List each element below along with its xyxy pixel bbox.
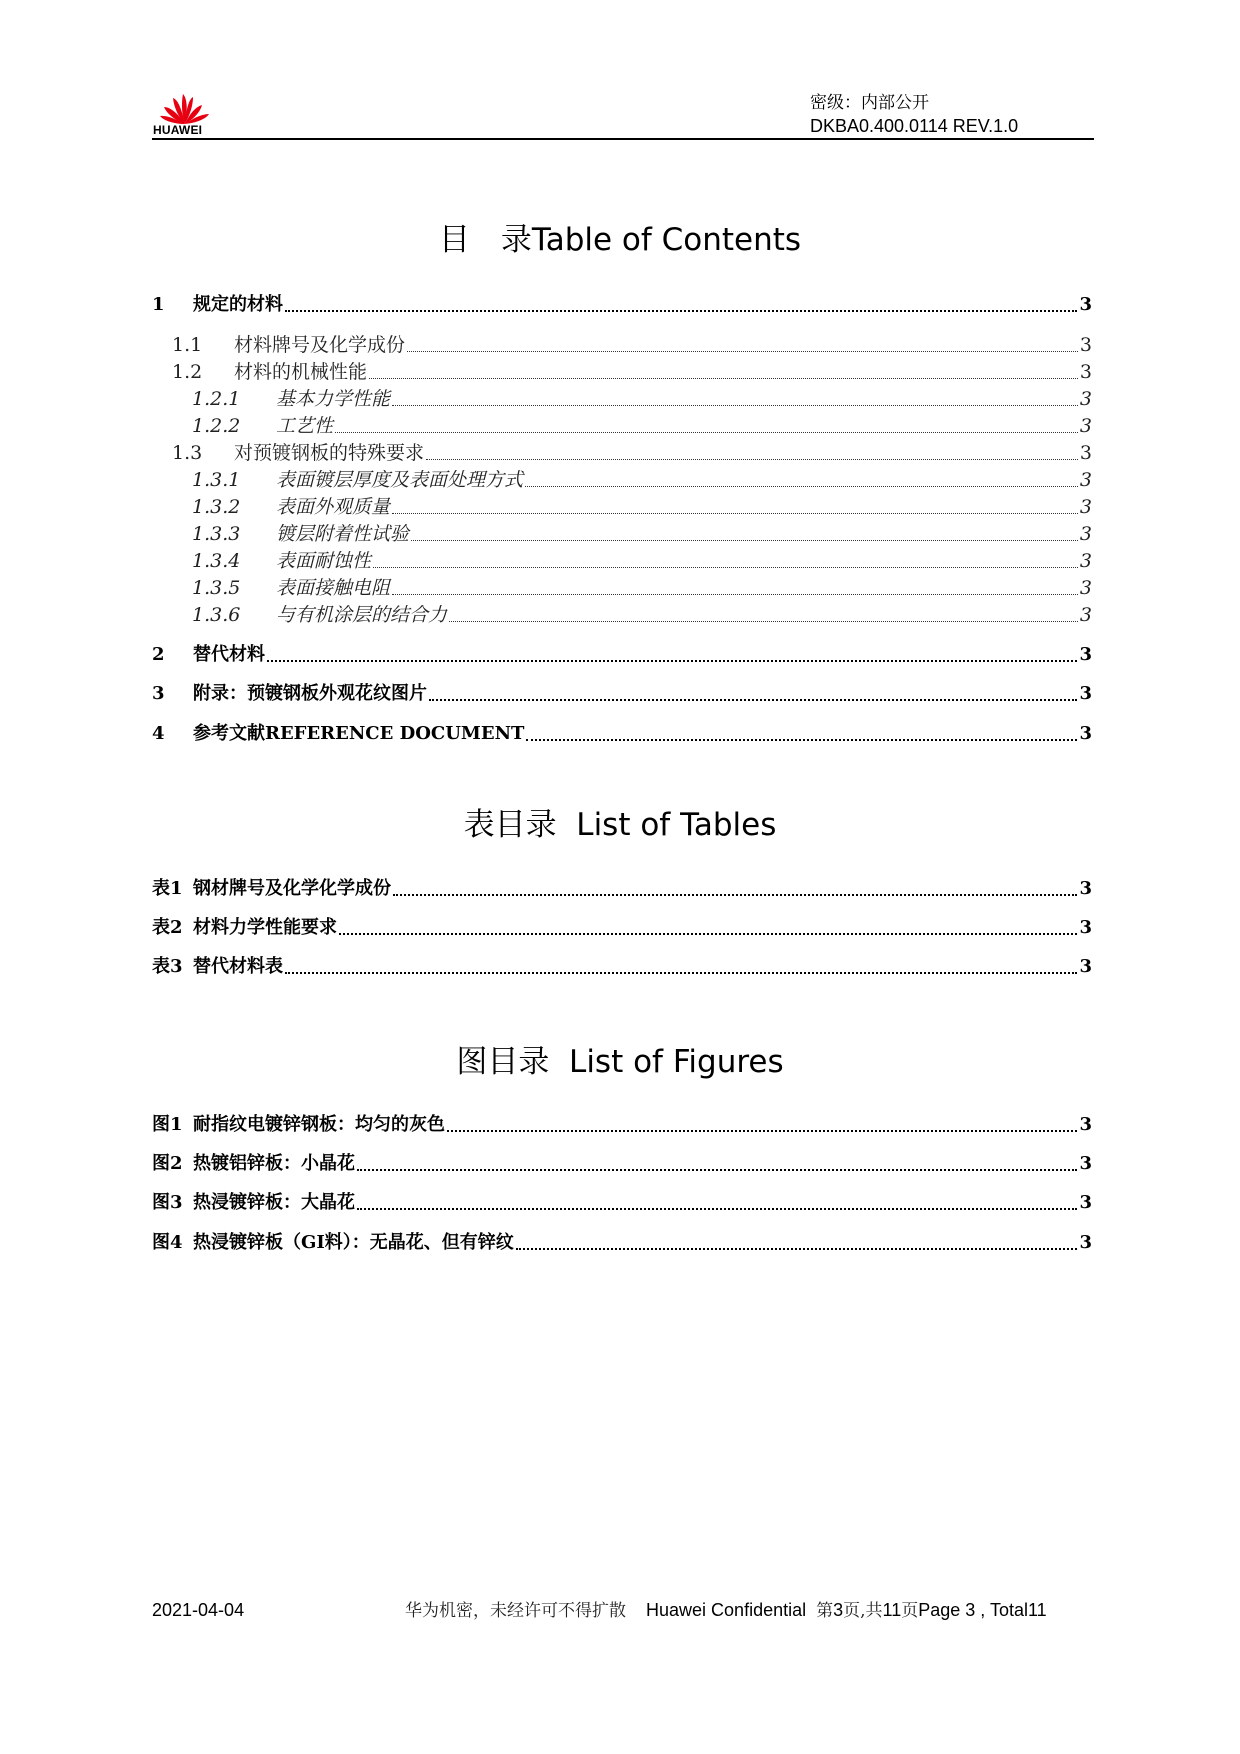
toc-entry-title: 替代材料 (193, 644, 265, 665)
logo-wordmark: HUAWEI (153, 123, 203, 137)
figure-page: 3 (1079, 1153, 1092, 1174)
toc-entry-page: 3 (1079, 523, 1092, 545)
page-header (152, 78, 1094, 140)
toc-entry-number: 1.2 (172, 361, 203, 383)
toc-entry-number: 1.3.2 (192, 496, 241, 518)
confidential-en: Huawei Confidential (646, 1600, 807, 1620)
toc-entry-title: 对预镀钢板的特殊要求 (234, 442, 425, 464)
toc-entry-number: 1.2.2 (192, 415, 241, 437)
toc-entry[interactable] (152, 292, 1092, 318)
toc-entry-title: 工艺性 (276, 415, 334, 437)
page-cn-middle: 页,共 (843, 1601, 883, 1621)
toc-entry-number: 1.3.1 (192, 469, 241, 491)
classification-label: 密级：内部公开 (810, 93, 929, 113)
dot-leader (407, 331, 1078, 352)
tables-list-title: 表目录 List of Tables (463, 807, 777, 843)
toc-entry[interactable] (152, 332, 1092, 358)
toc-entry-page: 3 (1079, 415, 1092, 437)
dot-leader (339, 913, 1077, 935)
table-list-entry[interactable] (152, 915, 1092, 941)
figure-caption: 热浸镀锌板：大晶花 (193, 1192, 355, 1213)
toc-entry-number: 1.2.1 (192, 388, 241, 410)
table-list-entry[interactable] (152, 954, 1092, 980)
footer-date: 2021-04-04 (152, 1600, 245, 1620)
toc-entry-page: 3 (1079, 683, 1092, 704)
page-en: Page 3 , Total11 (918, 1600, 1047, 1620)
toc-entry-title: 材料牌号及化学成份 (234, 334, 406, 356)
toc-entry[interactable] (152, 413, 1092, 439)
figure-page: 3 (1079, 1192, 1092, 1213)
table-list-entry[interactable] (152, 876, 1092, 902)
toc-entry-number: 1.1 (172, 334, 203, 356)
toc-entry-number: 2 (152, 644, 165, 665)
dot-leader (525, 466, 1078, 487)
figure-number: 图3 (152, 1192, 183, 1213)
dot-leader (429, 679, 1077, 701)
toc-entry-title: 附录：预镀钢板外观花纹图片 (193, 683, 427, 704)
table-page: 3 (1079, 956, 1092, 977)
toc-entry[interactable] (152, 467, 1092, 493)
table-page: 3 (1079, 917, 1092, 938)
dot-leader (516, 1228, 1078, 1250)
toc-entry-number: 1.3.6 (192, 604, 241, 626)
toc-entry-number: 1.3 (172, 442, 203, 464)
total-pages: 11 (882, 1600, 902, 1620)
toc-entry-page: 3 (1079, 294, 1092, 315)
toc-entry-title: 材料的机械性能 (234, 361, 368, 383)
toc-entry[interactable] (152, 521, 1092, 547)
dot-leader (267, 640, 1077, 662)
table-page: 3 (1079, 878, 1092, 899)
toc-entry-title: 表面外观质量 (276, 496, 391, 518)
table-caption: 钢材牌号及化学化学成份 (193, 878, 391, 899)
dot-leader (392, 385, 1078, 406)
toc-entry[interactable] (152, 386, 1092, 412)
table-caption: 替代材料表 (193, 956, 283, 977)
page-cn-prefix: 第 (816, 1601, 834, 1621)
toc-entry-page: 3 (1079, 644, 1092, 665)
figure-page: 3 (1079, 1232, 1092, 1253)
footer-confidential (405, 1597, 1047, 1624)
figure-number: 图1 (152, 1114, 183, 1135)
toc-title: 目 录Table of Contents (438, 222, 802, 258)
toc-entry-page: 3 (1079, 604, 1092, 626)
toc-entry-page: 3 (1079, 550, 1092, 572)
figure-caption: 热镀铝锌板：小晶花 (193, 1153, 355, 1174)
toc-entry-number: 4 (152, 723, 165, 744)
toc-entry-number: 1 (152, 294, 165, 315)
figure-list-entry[interactable] (152, 1190, 1092, 1216)
document-number: DKBA0.400.0114 REV.1.0 (810, 116, 1019, 136)
figure-page: 3 (1079, 1114, 1092, 1135)
toc-entry-number: 1.3.4 (192, 550, 241, 572)
toc-entry-page: 3 (1079, 496, 1092, 518)
dot-leader (357, 1149, 1077, 1171)
figure-list-entry[interactable] (152, 1230, 1092, 1256)
dot-leader (526, 719, 1077, 741)
page-number: 3 (833, 1600, 844, 1620)
toc-entry-page: 3 (1079, 334, 1092, 356)
toc-entry[interactable] (152, 575, 1092, 601)
table-number: 表2 (152, 917, 183, 938)
header-doc-info (810, 92, 1018, 138)
dot-leader (392, 574, 1078, 595)
toc-entry-page: 3 (1079, 577, 1092, 599)
figure-number: 图4 (152, 1232, 183, 1253)
toc-entry-title: 表面镀层厚度及表面处理方式 (276, 469, 524, 491)
figure-caption: 耐指纹电镀锌钢板：均匀的灰色 (193, 1114, 445, 1135)
toc-entry-title: 参考文献REFERENCE DOCUMENT (193, 723, 525, 744)
dot-leader (426, 439, 1078, 460)
toc-entry-title: 与有机涂层的结合力 (276, 604, 448, 626)
dot-leader (357, 1188, 1077, 1210)
toc-entry[interactable] (152, 721, 1092, 747)
confidential-cn: 华为机密，未经许可不得扩散 (405, 1601, 626, 1621)
dot-leader (285, 290, 1077, 312)
toc-entry[interactable] (152, 494, 1092, 520)
toc-entry-page: 3 (1079, 388, 1092, 410)
toc-entry[interactable] (152, 602, 1092, 628)
toc-entry-page: 3 (1079, 361, 1092, 383)
dot-leader (393, 874, 1077, 896)
dot-leader (285, 952, 1077, 974)
toc-entry-page: 3 (1079, 723, 1092, 744)
figure-list-entry[interactable] (152, 1112, 1092, 1138)
toc-entry[interactable] (152, 359, 1092, 385)
toc-entry-page: 3 (1079, 469, 1092, 491)
page-cn-suffix: 页 (901, 1601, 919, 1621)
dot-leader (335, 412, 1078, 433)
dot-leader (411, 520, 1078, 541)
figure-caption: 热浸镀锌板（GI料）：无晶花、但有锌纹 (193, 1232, 514, 1253)
figures-list-title: 图目录 List of Figures (456, 1044, 784, 1080)
figure-list-entry[interactable] (152, 1151, 1092, 1177)
toc-entry[interactable] (152, 681, 1092, 707)
toc-entry-title: 镀层附着性试验 (276, 523, 410, 545)
toc-entry-number: 3 (152, 683, 165, 704)
toc-entry-page: 3 (1079, 442, 1092, 464)
dot-leader (373, 547, 1078, 568)
toc-entry[interactable] (152, 440, 1092, 466)
toc-entry[interactable] (152, 548, 1092, 574)
figure-number: 图2 (152, 1153, 183, 1174)
table-caption: 材料力学性能要求 (193, 917, 337, 938)
toc-entry-number: 1.3.3 (192, 523, 241, 545)
toc-entry-number: 1.3.5 (192, 577, 241, 599)
page-footer (152, 1597, 1094, 1623)
table-number: 表3 (152, 956, 183, 977)
dot-leader (369, 358, 1078, 379)
table-number: 表1 (152, 878, 183, 899)
toc-entry-title: 规定的材料 (193, 294, 283, 315)
toc-entry-title: 表面耐蚀性 (276, 550, 372, 572)
dot-leader (392, 493, 1078, 514)
dot-leader (447, 1110, 1077, 1132)
dot-leader (449, 601, 1078, 622)
toc-entry-title: 基本力学性能 (276, 388, 391, 410)
toc-entry-title: 表面接触电阻 (276, 577, 391, 599)
toc-entry[interactable] (152, 642, 1092, 668)
